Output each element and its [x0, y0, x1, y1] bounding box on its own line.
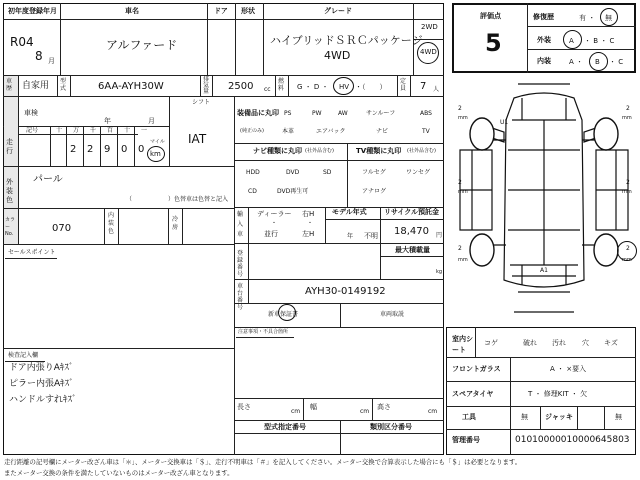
car-diagram	[452, 80, 636, 325]
shaken-year: 年	[104, 117, 111, 125]
interior-label: 内装色	[108, 212, 115, 235]
kg-unit: kg	[436, 269, 443, 275]
diagram-label-mr: 2	[626, 179, 630, 186]
diagram-mm-tl: mm	[458, 115, 468, 121]
navi-sublabel: (社外品含む)	[305, 148, 334, 154]
digit-header-2: 万	[73, 127, 80, 134]
tv-b-0: アナログ	[362, 188, 387, 195]
displacement-value: 2500	[228, 81, 254, 92]
equipment-label: 装備品に丸印	[237, 109, 279, 117]
tire-br-circle	[617, 241, 637, 261]
aircon-label: 冷房	[172, 216, 179, 231]
reg-no-label: 登録番号	[237, 250, 244, 278]
jack-label: ジャッキ	[545, 413, 573, 421]
exterior-grade-selected: A	[569, 37, 574, 45]
mileage-digit-3: 0	[121, 144, 128, 155]
diagram-mm-mr: mm	[622, 189, 632, 195]
sales-point-label: セールスポイント	[8, 249, 56, 256]
tools-label: 工具	[462, 413, 476, 421]
equip-r2-0: 本革	[282, 128, 295, 135]
diagram-mm-bl: mm	[458, 257, 468, 263]
max-load-label: 最大積載量	[395, 246, 430, 254]
right-hand: 右H	[302, 210, 315, 218]
inspector-note-3: ハンドルすれｷｽﾞ	[9, 395, 77, 405]
rh-dot: ・	[307, 220, 314, 227]
seat-item-3: 穴	[582, 339, 589, 347]
tools-value: 無	[521, 413, 528, 421]
mile-label: マイル	[150, 139, 165, 145]
shift-label: シフト	[192, 99, 211, 106]
spare-label: スペアタイヤ	[452, 390, 494, 398]
mileage-digit-1: 2	[87, 144, 94, 155]
inspector-note-1: ドア内張りAｷｽﾞ	[9, 363, 74, 373]
model-year-label: モデル年式	[332, 208, 367, 216]
navi-label: ナビ種類に丸印	[253, 147, 302, 155]
navi-b-1: DVD再生可	[277, 188, 309, 195]
repair-selected: 無	[605, 14, 612, 22]
mileage-digit-4: 0	[138, 144, 145, 155]
dealer-label: ディーラー	[257, 210, 292, 218]
diagram-label-ml: 2	[458, 179, 462, 186]
shaken-month: 月	[148, 117, 155, 125]
inspector-label: 検査記入欄	[8, 352, 39, 359]
recycle-label: リサイクル預託金	[384, 208, 440, 216]
repair-none-circle	[600, 8, 618, 26]
import-dot: ・	[271, 220, 278, 227]
windshield-label: フロントガラス	[452, 365, 501, 373]
chassis-value: AYH30-0149192	[305, 286, 386, 297]
cc-unit: cc	[264, 86, 271, 93]
mileage-digit-0: 2	[70, 144, 77, 155]
navi-b-0: CD	[248, 188, 257, 195]
import-label: 輸入車	[237, 211, 244, 238]
exterior-a-circle	[563, 30, 582, 49]
tv-label: TV種類に丸印	[356, 147, 402, 155]
digit-header-5: 十	[124, 127, 131, 134]
equip-r1-0: PS	[284, 110, 292, 117]
interior-grade-a: A ・	[569, 58, 584, 66]
fuel-label: 燃料	[278, 78, 285, 92]
equip-r2-2: ナビ	[376, 128, 389, 135]
grade-label: グレード	[324, 7, 352, 15]
yen-unit: 円	[436, 232, 443, 239]
width-cm: cm	[360, 408, 370, 415]
width-label: 幅	[310, 403, 317, 411]
car-name-label: 車名	[125, 7, 139, 15]
grade-value: ハイブリッドＳＲＣパッケージ	[270, 34, 423, 47]
km-circle	[147, 146, 165, 162]
footer-line-2: またメーター交換の条件を満たしていないものはメーター改ざん車となります。	[4, 469, 234, 477]
equip-r2-3: TV	[422, 128, 430, 135]
repair-label: 修復歴	[533, 13, 554, 21]
capacity-unit: 人	[433, 86, 440, 93]
exterior-grade-rest: ・ B ・ C	[584, 37, 615, 45]
capacity-label: 定員	[400, 78, 407, 92]
spare-value: T ・ 修理KIT ・ 欠	[528, 390, 588, 398]
digit-header-6: 一	[141, 127, 148, 134]
reg-year-label: 初年度登録年月	[8, 7, 57, 15]
model-year-value: 不明	[364, 232, 378, 240]
drive-4wd: 4WD	[420, 48, 437, 56]
model-year-year: 年	[347, 233, 354, 240]
diagram-label-bl: 2	[458, 245, 462, 252]
shape-label: 形状	[241, 7, 255, 15]
drive-2wd: 2WD	[421, 23, 438, 31]
category-label: 車歴	[6, 78, 13, 92]
grade-value-4wd: 4WD	[324, 49, 351, 62]
warranty-circle	[278, 304, 296, 321]
length-cm: cm	[291, 408, 301, 415]
equip-r1-2: AW	[338, 110, 348, 117]
use-value: 自家用	[22, 81, 50, 91]
exterior-grade-label: 外装	[537, 36, 551, 44]
height-cm: cm	[428, 408, 438, 415]
shaken-label: 車検	[24, 109, 38, 117]
model-value: 6AA-AYH30W	[98, 81, 164, 92]
class-label: 類別区分番号	[370, 423, 412, 431]
windshield-value: A ・ ×要入	[550, 365, 587, 373]
reg-month-value: 8	[35, 49, 43, 63]
diagram-label-tr: 2	[626, 105, 630, 112]
equip-r2-1: エアバック	[316, 128, 346, 135]
navi-a-2: SD	[323, 169, 332, 176]
fuel-selected: HV	[339, 83, 350, 91]
fuel-options: G ・ D ・	[297, 83, 329, 91]
displacement-label: 排気量	[203, 76, 210, 95]
mgmt-value: 01010000010000645803	[515, 435, 630, 445]
seat-item-1: 破れ	[523, 339, 537, 347]
height-label: 高さ	[377, 403, 391, 411]
seat-item-4: キズ	[604, 339, 618, 347]
interior-grade-selected: B	[595, 58, 600, 66]
diagram-mm-br: mm	[622, 257, 632, 263]
mileage-label: 走行	[6, 138, 13, 155]
score-value: 5	[485, 29, 502, 57]
km-label: km	[150, 150, 161, 158]
drive-4wd-circle	[417, 42, 439, 64]
navi-a-0: HDD	[246, 169, 260, 176]
tv-a-1: ワンセグ	[406, 169, 431, 176]
fuel-other: ・（ ）	[355, 83, 387, 91]
model-label: 型式	[60, 78, 67, 92]
manual-label: 車両取説	[380, 311, 405, 318]
color-no-label: カラーNo.	[5, 217, 16, 237]
left-hand: 左H	[302, 230, 315, 238]
footer-line-1: 走行距離の記号欄にメーター改ざん車は「＊」、メーター交換車は「＄」、走行不明車は「＃」を記入してください。メーター交換で合算表示した場合にも「＄」は必要となります。	[4, 458, 522, 466]
reg-year-value: R04	[10, 35, 34, 49]
month-unit: 月	[48, 57, 55, 65]
parallel-label: 並行	[264, 230, 278, 238]
digit-header-0: 記号	[26, 127, 39, 134]
inspector-note-2: ピラー内張Aｷｽﾞ	[9, 379, 74, 389]
score-label: 評価点	[480, 12, 501, 20]
seat-item-0: コゲ	[484, 339, 498, 347]
repair-options: 有 ・	[579, 14, 596, 22]
tv-a-0: フルセグ	[362, 169, 386, 176]
mileage-digit-2: 9	[104, 144, 111, 155]
diagram-label-br: 2	[626, 245, 630, 252]
equip-r1-1: PW	[312, 110, 322, 117]
equip-r1-4: ABS	[420, 110, 432, 117]
digit-header-4: 百	[107, 127, 114, 134]
diagram-mm-ml: mm	[458, 189, 468, 195]
fuel-hv-circle	[333, 77, 354, 95]
digit-header-1: 十	[56, 127, 63, 134]
equip-r1-3: サンルーフ	[366, 110, 396, 117]
exterior-value: パール	[33, 174, 63, 185]
new-car-warranty: 新車保証書	[268, 311, 299, 318]
diagram-mm-tr: mm	[622, 115, 632, 121]
interior-b-circle	[589, 52, 608, 71]
equipment-sublabel: (純正のみ)	[240, 128, 264, 134]
recycle-value: 18,470	[394, 226, 429, 237]
damage-u1: U1	[500, 119, 509, 126]
seat-item-2: 汚れ	[552, 339, 566, 347]
exterior-label: 外装色	[6, 178, 13, 204]
navi-a-1: DVD	[286, 169, 300, 176]
door-label: ドア	[214, 7, 228, 15]
jack-value: 無	[615, 413, 622, 421]
chassis-label: 車台番号	[237, 283, 244, 311]
interior-grade-rest: ・ C	[609, 58, 624, 66]
shift-value: IAT	[188, 132, 207, 146]
car-name-value: アルファード	[106, 38, 178, 52]
type-spec-label: 型式指定番号	[264, 423, 306, 431]
diagram-label-tl: 2	[458, 105, 462, 112]
mgmt-label: 管理番号	[452, 436, 480, 444]
seat-label: 室内シート	[452, 335, 473, 354]
capacity-value: 7	[420, 81, 427, 92]
color-change-note: （ ）色替車は色替と記入	[126, 196, 229, 203]
interior-grade-label: 内装	[537, 57, 551, 65]
tv-sublabel: (社外品含む)	[407, 148, 436, 154]
damage-a1: A1	[540, 267, 548, 274]
notes-label: 注意事項・不具合箇所	[238, 329, 289, 335]
digit-header-3: 千	[90, 127, 97, 134]
color-no-value: 070	[52, 223, 72, 234]
length-label: 長さ	[237, 403, 251, 411]
